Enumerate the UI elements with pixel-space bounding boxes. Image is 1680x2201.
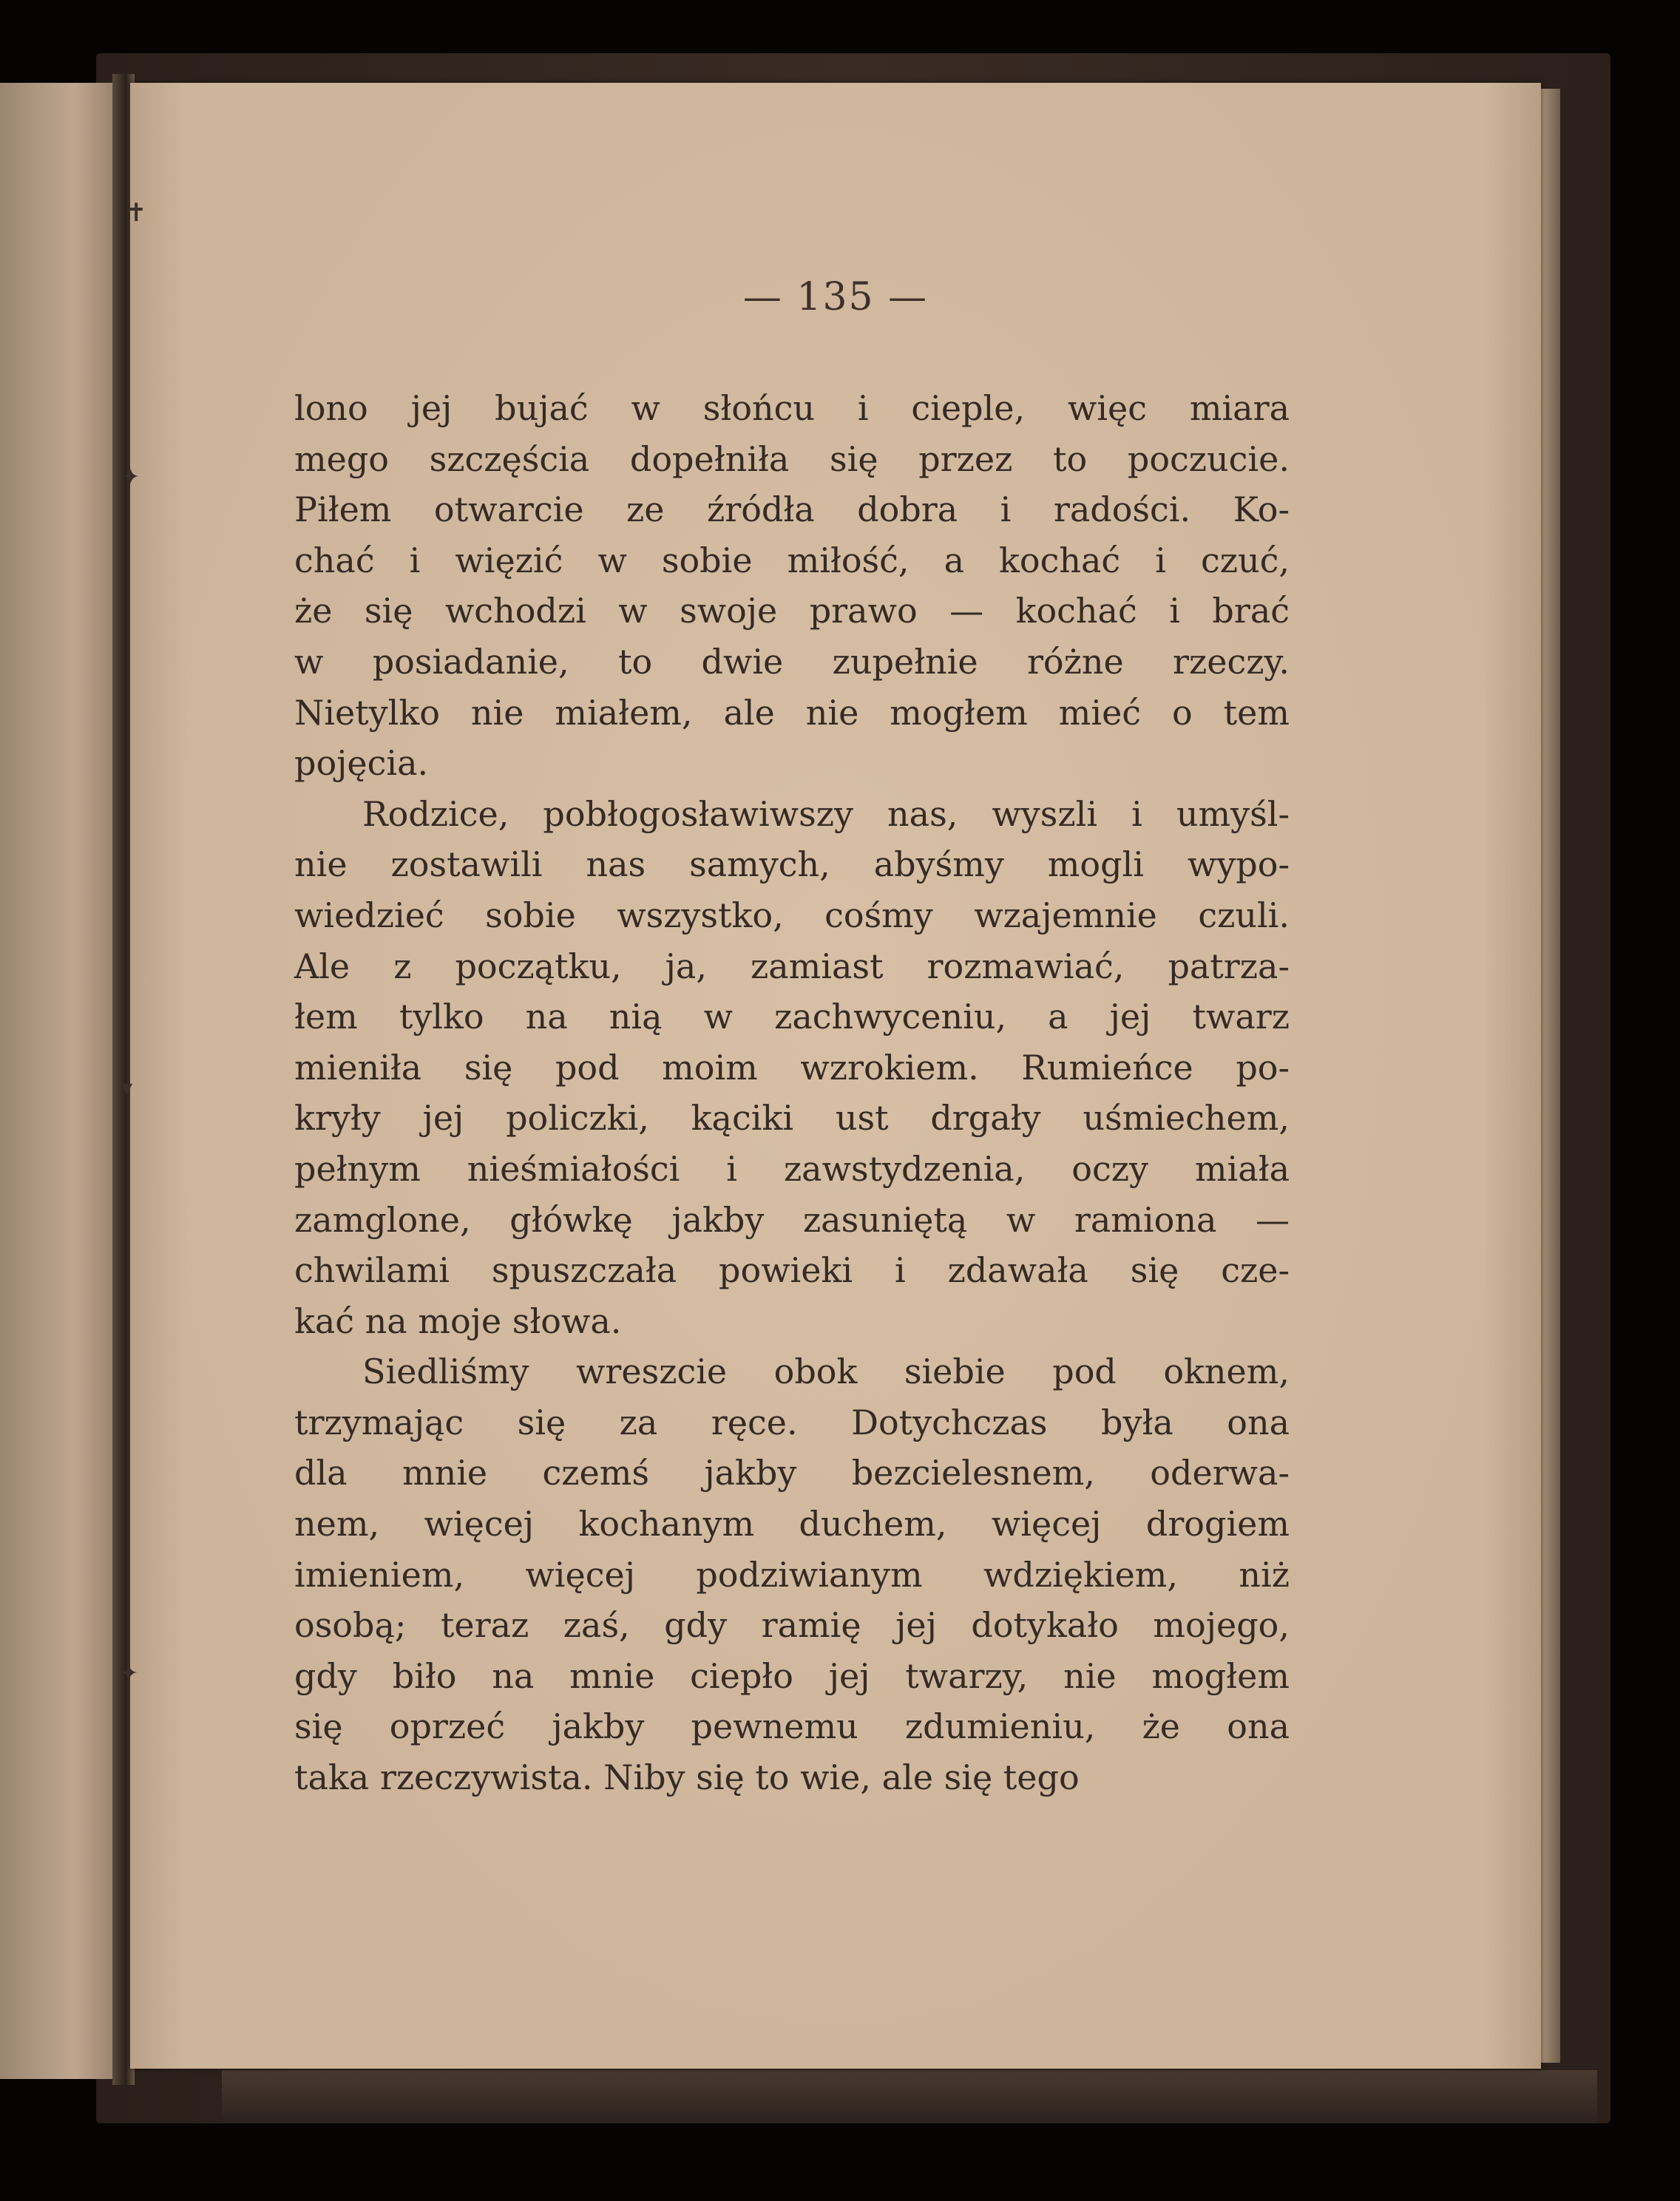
text-line: dla mnie czemś jakby bezcielesnem, oderwa- (294, 1453, 1290, 1493)
page-number: — 135 — (742, 275, 929, 319)
text-line: trzymając się za ręce. Dotychczas była ona (294, 1402, 1290, 1442)
text-line: Rodzice, pobłogosławiwszy nas, wyszli i umyśl- (362, 793, 1290, 834)
text-line: że się wchodzi w swoje prawo — kochać i brać (294, 591, 1290, 631)
text-line: kryły jej policzki, kąciki ust drgały uśmiechem, (294, 1098, 1290, 1139)
text-line: łem tylko na nią w zachwyceniu, a jej twarz (294, 997, 1290, 1037)
text-line: chać i więzić w sobie miłość, a kochać i czuć, (294, 540, 1290, 580)
paragraph (294, 1346, 1290, 1802)
facing-page-edge (0, 83, 124, 2079)
text-line: zamglone, główkę jakby zasuniętą w ramiona — (294, 1199, 1290, 1240)
text-line: nie zostawili nas samych, abyśmy mogli wypo- (294, 844, 1290, 885)
text-line: mieniła się pod moim wzrokiem. Rumieńce po- (294, 1047, 1290, 1088)
text-line: chwilami spuszczała powieki i zdawała się cze- (294, 1250, 1290, 1291)
text-line: mego szczęścia dopełniła się przez to poczucie. (294, 438, 1290, 479)
paragraph (294, 383, 1290, 789)
text-line: lono jej bujać w słońcu i cieple, więc miara (294, 388, 1290, 428)
text-line: się oprzeć jakby pewnemu zdumieniu, że ona (294, 1706, 1290, 1747)
text-line: kać na moje słowa. (294, 1300, 622, 1341)
text-line: imieniem, więcej podziwianym wdziękiem, niż (294, 1554, 1290, 1595)
margin-mark-icon: ✦ (120, 1661, 139, 1686)
text-line: taka rzeczywista. Niby się to wie, ale się tego (294, 1757, 1080, 1798)
page-stack-edge (1541, 89, 1560, 2063)
text-line: wiedzieć sobie wszystko, cośmy wzajemnie czuli. (294, 895, 1290, 935)
text-line: nem, więcej kochanym duchem, więcej drogiem (294, 1504, 1290, 1544)
text-line: Siedliśmy wreszcie obok siebie pod oknem, (362, 1352, 1290, 1392)
text-line: Nietylko nie miałem, ale nie mogłem mieć o tem (294, 692, 1290, 733)
text-line: osobą; teraz zaś, gdy ramię jej dotykało mojego, (294, 1605, 1290, 1646)
text-line: w posiadanie, to dwie zupełnie różne rzeczy. (294, 641, 1290, 682)
margin-mark-icon: ✝ (126, 198, 147, 228)
margin-mark-icon: ✦ (121, 464, 140, 490)
text-line: pełnym nieśmiałości i zawstydzenia, oczy miała (294, 1148, 1290, 1189)
margin-mark-icon: ▾ (121, 1075, 133, 1101)
text-line: pojęcia. (294, 743, 429, 784)
text-line: gdy biło na mnie ciepło jej twarzy, nie mogłem (294, 1655, 1290, 1696)
paragraph (294, 789, 1290, 1347)
body-text (294, 383, 1290, 1803)
text-line: Ale z początku, ja, zamiast rozmawiać, patrza- (294, 946, 1290, 986)
text-line: Piłem otwarcie ze źródła dobra i radości. Ko- (294, 489, 1290, 530)
cover-edge (222, 2070, 1597, 2123)
